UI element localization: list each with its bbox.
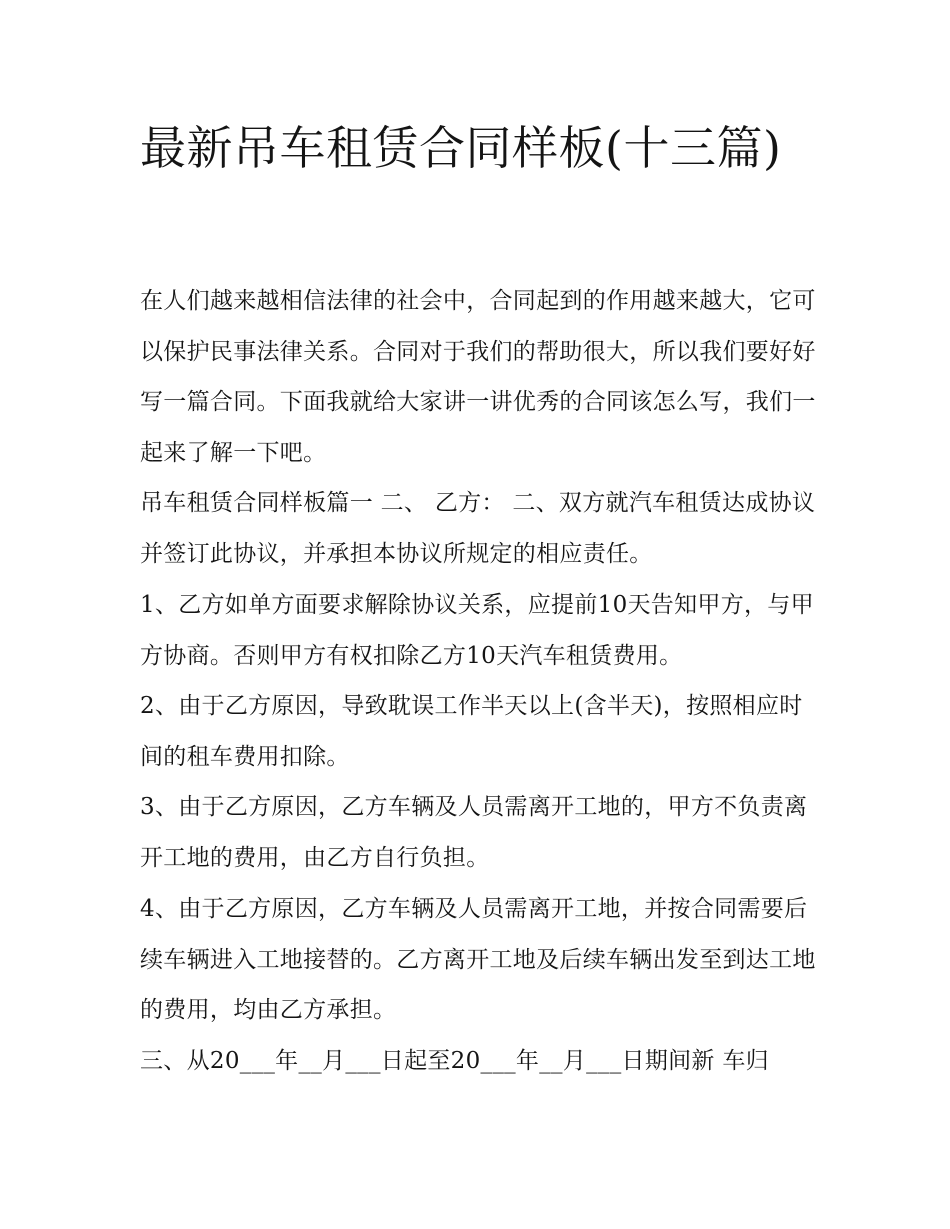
clause-1: 1、乙方如单方面要求解除协议关系，应提前10天告知甲方，与甲方协商。否则甲方有权扣除乙方10天汽车租赁费用。 xyxy=(140,592,814,669)
document-title: 最新吊车租赁合同样板(十三篇) xyxy=(140,121,782,175)
clause-4: 4、由于乙方原因，乙方车辆及人员需离开工地，并按合同需要后续车辆进入工地接替的。乙方离开工地及后续车辆出发至到达工地的费用，均由乙方承担。 xyxy=(140,896,816,1023)
contract-paragraph: 吊车租赁合同样板篇一 二、 乙方： 二、双方就汽车租赁达成协议并签订此协议，并承担本协议所规定的相应责任。 xyxy=(140,490,816,567)
clause-2: 2、由于乙方原因，导致耽误工作半天以上(含半天)，按照相应时间的租车费用扣除。 xyxy=(140,693,803,770)
intro-paragraph: 在人们越来越相信法律的社会中，合同起到的作用越来越大，它可以保护民事法律关系。合同对于我们的帮助很大，所以我们要好好写一篇合同。下面我就给大家讲一讲优秀的合同该怎么写，我们一起来了解一下吧。 xyxy=(140,288,816,466)
clause-3: 3、由于乙方原因，乙方车辆及人员需离开工地的，甲方不负责离开工地的费用，由乙方自行负担。 xyxy=(140,794,808,871)
section-3-paragraph: 三、从20___年__月___日起至20___年__月___日期间新 车归 xyxy=(140,1048,769,1074)
